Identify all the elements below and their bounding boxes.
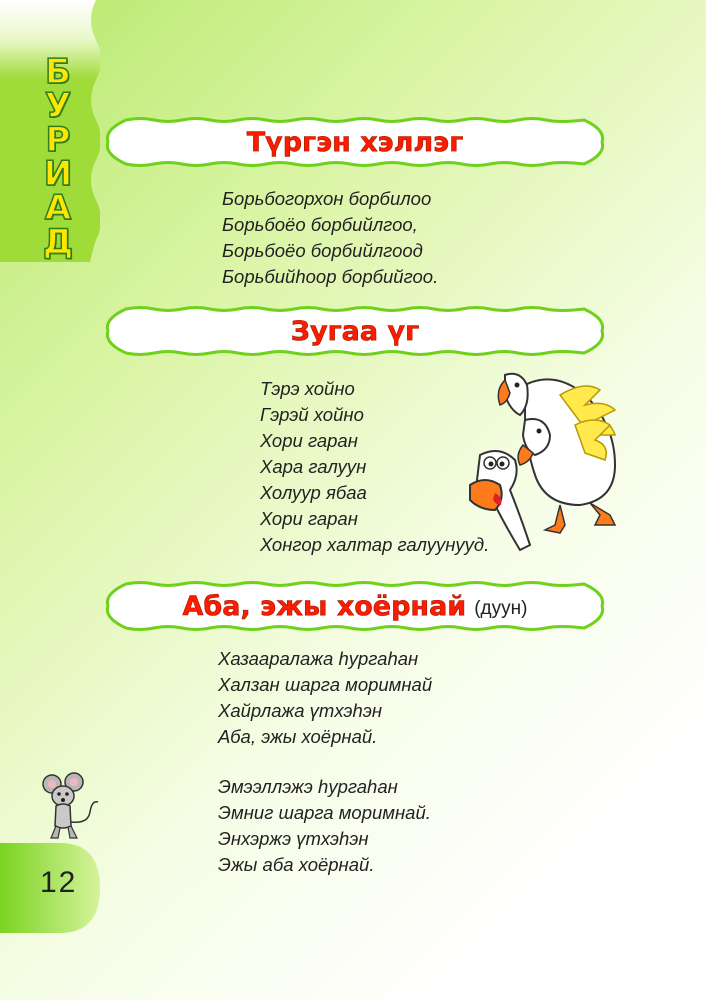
poem-line: Тэрэ хойно [260,378,355,399]
section-banner-riddle [100,305,610,357]
poem-line: Эжы аба хоёрнай. [218,854,375,875]
side-letter: У [44,86,72,126]
poem-line: Холуур ябаа [260,482,367,503]
poem-line: Хара галуун [260,456,367,477]
poem-line: Аба, эжы хоёрнай. [218,726,378,747]
poem-line: Эмниг шарга моримнай. [218,802,431,823]
poem-line: Хайрлажа үтхэhэн [218,700,383,721]
poem-line: Хори гаран [260,430,358,451]
section-banner-song [100,580,610,632]
mouse-illustration [38,772,100,844]
poem-song-stanza-1 [218,646,432,750]
vertical-section-title [38,52,78,262]
side-letter: Р [45,120,71,160]
side-letter: А [44,188,72,228]
section-title: Зугаа үг [290,315,420,347]
poem-song-stanza-2 [218,774,431,878]
poem-line: Эмээллэжэ hургаhан [218,776,398,797]
section-subtitle: (дуун) [474,598,528,619]
poem-line: Борьбогорхон борбилоо [222,188,432,209]
poem-tongue-twister [222,186,438,290]
poem-line: Хазааралажа hургаhан [218,648,419,669]
poem-line: Хори гаран [260,508,358,529]
section-title: Аба, эжы хоёрнай [182,590,467,622]
section-title: Түргэн хэллэг [246,126,464,158]
poem-line: Халзан шарга моримнай [218,674,433,695]
poem-line: Борьбоёо борбийлгоо, [222,214,418,235]
side-letter: Д [42,222,74,262]
side-letter: Б [45,52,71,92]
poem-line: Энхэржэ үтхэhэн [218,828,369,849]
geese-illustration [465,365,645,555]
poem-riddle [260,376,489,558]
poem-line: Гэрэй хойно [260,404,364,425]
poem-line: Борьбоёо борбийлгоод [222,240,423,261]
poem-line: Хонгор халтар галуунууд. [260,534,490,555]
section-banner-tongue-twister [100,116,610,168]
page-number: 12 [40,866,78,899]
poem-line: Борьбийhoop борбийгоо. [222,266,439,287]
side-letter: И [43,154,73,194]
